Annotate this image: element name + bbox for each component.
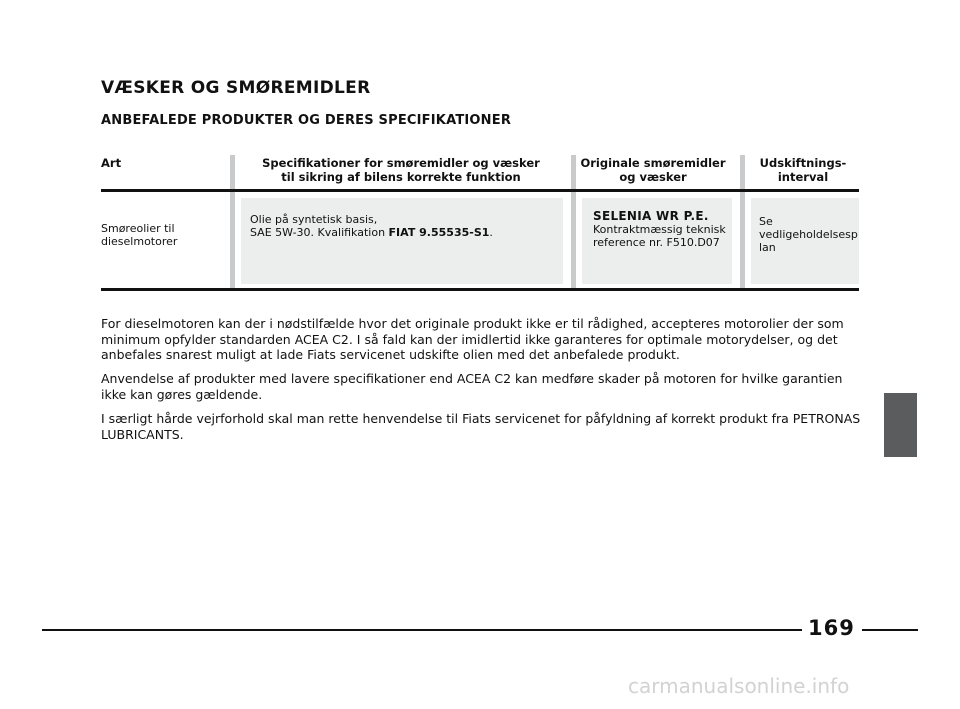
p3-line2: LUBRICANTS. [101, 426, 184, 442]
column-separator [740, 155, 745, 289]
interval-line3: lan [759, 241, 776, 254]
spec-qualification: FIAT 9.55535-S1 [388, 226, 490, 239]
original-product-name: SELENIA WR P.E. [593, 209, 709, 223]
p1-line1: For dieselmotoren kan der i nødstilfælde hvor det originale produkt ikke er til rådighed, accepteres motorolier der som [101, 316, 844, 331]
p1-line3: anbefales snarest muligt at lade Fiats servicenet udskifte olien med det anbefalede produkt. [101, 347, 680, 362]
watermark-text: carmanualsonline.info [628, 674, 850, 698]
spec-line2 [250, 226, 493, 239]
header-original-line1: Originale smøremidler [580, 156, 726, 170]
footer-rule-right [862, 629, 918, 631]
spec-line2-suffix: . [489, 226, 493, 239]
art-line2: dieselmotorer [101, 235, 178, 248]
spec-line2-prefix: SAE 5W-30. Kvalifikation [250, 226, 389, 239]
table-cell-art [101, 222, 177, 248]
p2-line2: ikke kan gøres gældende. [101, 386, 263, 402]
p2-line1: Anvendelse af produkter med lavere specifikationer end ACEA C2 kan medføre skader på motoren for hvilke garantien [101, 371, 843, 386]
page-subtitle: ANBEFALEDE PRODUKTER OG DERES SPECIFIKATIONER [101, 113, 512, 128]
interval-line2: vedligeholdelsesp [759, 228, 858, 241]
table-header-rule [101, 189, 859, 192]
page-number: 169 [808, 616, 855, 640]
paragraph-1 [101, 316, 861, 363]
header-interval-line1: Udskiftnings- [759, 156, 847, 170]
table-bottom-rule [101, 288, 859, 291]
p1-line2: minimum opfylder standarden ACEA C2. I så fald kan der imidlertid ikke garanteres for optimale motorydelser, og det [101, 331, 838, 347]
p3-line1: I særligt hårde vejrforhold skal man rette henvendelse til Fiats servicenet for påfyldning af korrekt produkt fra PETRONAS [101, 411, 861, 426]
header-original [578, 156, 728, 184]
page-title: VÆSKER OG SMØREMIDLER [101, 78, 371, 98]
header-interval-line2: interval [777, 170, 829, 184]
header-spec-line2: til sikring af bilens korrekte funktion [281, 170, 521, 184]
table-cell-original [593, 210, 726, 249]
interval-line1: Se [759, 215, 773, 228]
original-line3: reference nr. F510.D07 [593, 236, 720, 249]
footer-rule-left [42, 629, 802, 631]
header-art: Art [101, 156, 122, 170]
spec-cell-background [241, 198, 563, 284]
table-cell-spec [250, 213, 493, 239]
paragraph-2 [101, 371, 861, 402]
art-line1: Smøreolier til [101, 222, 175, 235]
header-spec [240, 156, 562, 184]
spec-line1: Olie på syntetisk basis, [250, 213, 378, 226]
column-separator [230, 155, 235, 289]
original-line2: Kontraktmæssig teknisk [593, 223, 726, 236]
header-spec-line1: Specifikationer for smøremidler og væsker [262, 156, 540, 170]
table-cell-interval [759, 215, 858, 254]
column-separator [571, 155, 576, 289]
paragraph-3 [101, 411, 861, 442]
header-original-line2: og væsker [619, 170, 687, 184]
section-tab-marker [884, 393, 917, 457]
header-interval [748, 156, 858, 184]
